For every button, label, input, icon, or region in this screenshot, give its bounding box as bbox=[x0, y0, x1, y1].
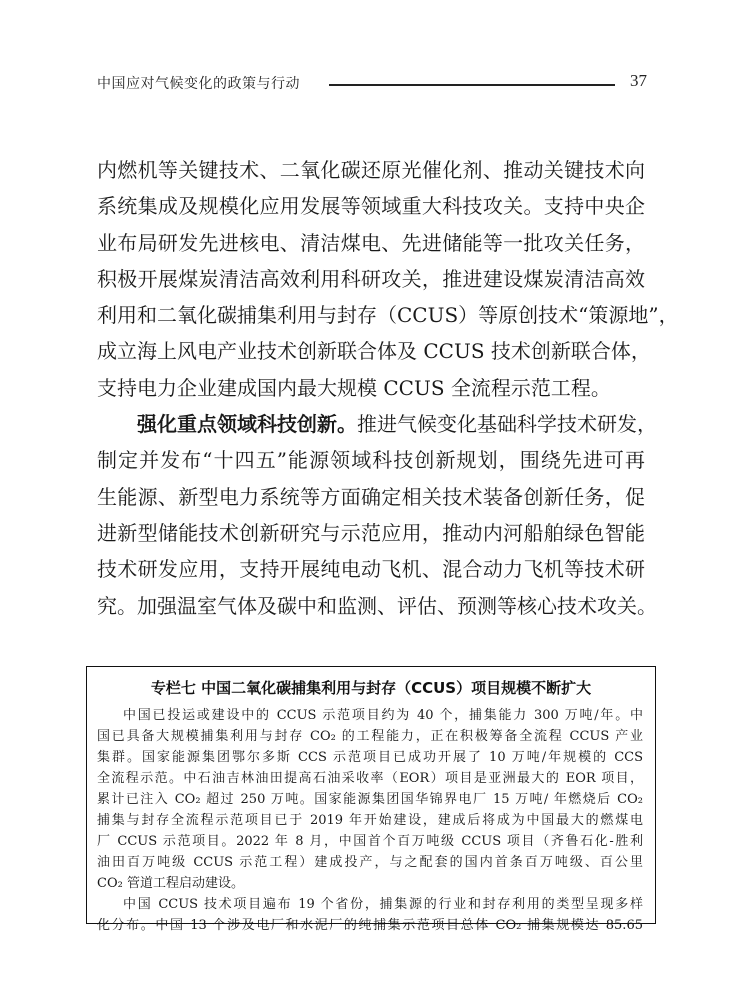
box-text-line: 油田百万吨级 CCUS 示范工程）建成投产，与之配套的国内首条百万吨级、百公里 bbox=[97, 855, 643, 870]
text-line: 积极开展煤炭清洁高效利用科研攻关，推进建设煤炭清洁高效 bbox=[97, 266, 645, 291]
text-line: 系统集成及规模化应用发展等领域重大科技攻关。支持中央企 bbox=[97, 194, 645, 219]
box-body bbox=[97, 705, 643, 936]
box-text-line: 化分布。中国 13 个涉及电厂和水泥厂的纯捕集示范项目总体 CO₂ 捕集规模达 85.65 bbox=[97, 918, 643, 933]
main-body-text bbox=[97, 152, 679, 624]
box-text-line: 中国已投运或建设中的 CCUS 示范项目约为 40 个，捕集能力 300 万吨/年。中 bbox=[123, 708, 643, 723]
paragraph-first-line bbox=[97, 406, 657, 442]
box-text-line: 捕集与封存全流程示范项目已于 2019 年开始建设，建成后将成为中国最大的燃煤电 bbox=[97, 813, 643, 828]
sidebar-box-column-7 bbox=[86, 666, 656, 933]
box-text-line: CO₂ 管道工程启动建设。 bbox=[97, 876, 244, 891]
text-line: 业布局研发先进核电、清洁煤电、先进储能等一批攻关任务， bbox=[97, 230, 645, 255]
box-title: 专栏七 中国二氧化碳捕集利用与封存（CCUS）项目规模不断扩大 bbox=[150, 679, 592, 697]
text-line: 利用和二氧化碳捕集利用与封存（CCUS）等原创技术“策源地”， bbox=[97, 303, 679, 328]
box-text-line: 集群。国家能源集团鄂尔多斯 CCS 示范项目已成功开展了 10 万吨/年规模的 CCS bbox=[97, 750, 643, 765]
paragraph-lead-bold: 强化重点领域科技创新。 bbox=[137, 412, 357, 437]
text-line: 成立海上风电产业技术创新联合体及 CCUS 技术创新联合体， bbox=[97, 339, 651, 364]
text-line: 究。加强温室气体及碳中和监测、评估、预测等核心技术攻关。 bbox=[97, 593, 657, 618]
text-line: 支持电力企业建成国内最大规模 CCUS 全流程示范工程。 bbox=[97, 375, 611, 400]
box-text-line: 中国 CCUS 技术项目遍布 19 个省份，捕集源的行业和封存利用的类型呈现多样 bbox=[123, 897, 643, 912]
text-line: 制定并发布“十四五”能源领域科技创新规划，围绕先进可再 bbox=[97, 448, 645, 473]
text-line: 进新型储能技术创新研究与示范应用，推动内河船舶绿色智能 bbox=[97, 520, 645, 545]
box-text-line: 累计已注入 CO₂ 超过 250 万吨。国家能源集团国华锦界电厂 15 万吨/ 年燃烧后 CO₂ bbox=[97, 792, 643, 807]
box-text-line: 厂 CCUS 示范项目。2022 年 8 月，中国首个百万吨级 CCUS 项目（齐鲁石化-胜利 bbox=[97, 834, 643, 849]
box-text-line: 国已具备大规模捕集利用与封存 CO₂ 的工程能力，正在积极筹备全流程 CCUS 产业 bbox=[97, 729, 643, 744]
paragraph-first-line-rest: 推进气候变化基础科学技术研发， bbox=[357, 412, 657, 437]
running-header bbox=[97, 73, 647, 95]
page-number: 37 bbox=[630, 71, 647, 90]
running-header-title: 中国应对气候变化的政策与行动 bbox=[97, 76, 300, 92]
header-rule bbox=[329, 84, 615, 86]
box-text-line: 全流程示范。中石油吉林油田提高石油采收率（EOR）项目是亚洲最大的 EOR 项目， bbox=[97, 771, 643, 786]
text-line: 内燃机等关键技术、二氧化碳还原光催化剂、推动关键技术向 bbox=[97, 158, 645, 182]
text-line: 技术研发应用，支持开展纯电动飞机、混合动力飞机等技术研 bbox=[97, 557, 645, 582]
text-line: 生能源、新型电力系统等方面确定相关技术装备创新任务，促 bbox=[97, 484, 645, 509]
